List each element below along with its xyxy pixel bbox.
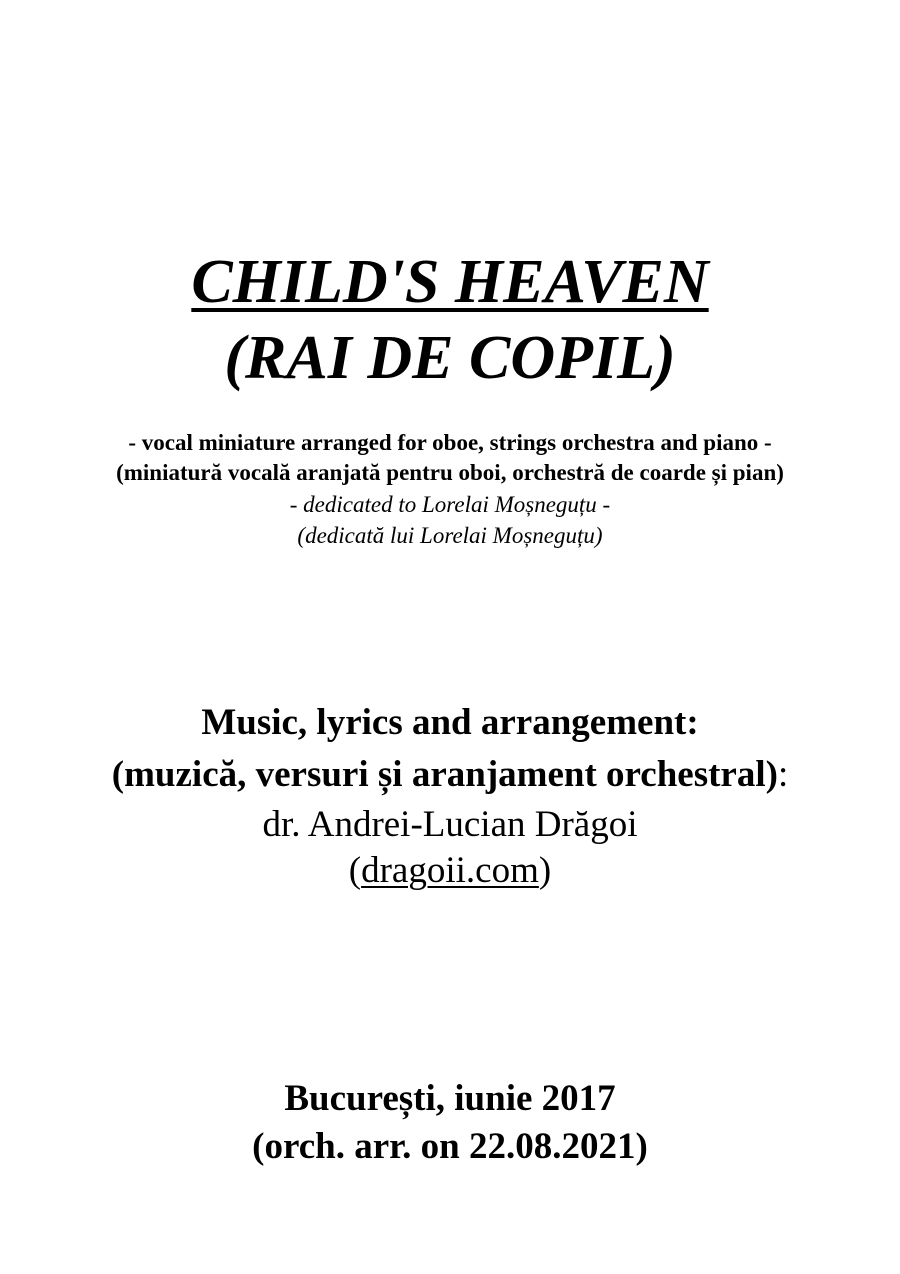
arrangement-date: (orch. arr. on 22.08.2021) (252, 1126, 648, 1167)
description-english: - vocal miniature arranged for oboe, strings orchestra and piano - (128, 430, 772, 455)
credits-heading-romanian-colon: : (777, 754, 789, 795)
website-open-paren: ( (348, 850, 362, 891)
credits-heading-english: Music, lyrics and arrangement: (201, 702, 699, 743)
credits-heading-romanian-text: (muzică, versuri și aranjament orchestral) (111, 754, 778, 795)
dedication-romanian: (dedicată lui Lorelai Moșneguțu) (297, 523, 603, 548)
author-website (0, 848, 900, 894)
place-and-date: București, iunie 2017 (284, 1078, 616, 1119)
dedication-english: - dedicated to Lorelai Moșneguțu - (289, 492, 611, 517)
description-romanian: (miniatură vocală aranjată pentru oboi, orchestră de coarde și pian) (116, 460, 784, 485)
title-sub: (RAI DE COPIL) (224, 324, 676, 392)
title-main (0, 246, 900, 318)
author-name: dr. Andrei-Lucian Drăgoi (262, 804, 638, 845)
website-link[interactable]: dragoii.com (361, 850, 539, 891)
website-close-paren: ) (538, 850, 552, 891)
credits-heading-romanian (0, 752, 900, 798)
title-main-text: CHILD'S HEAVEN (191, 248, 709, 316)
